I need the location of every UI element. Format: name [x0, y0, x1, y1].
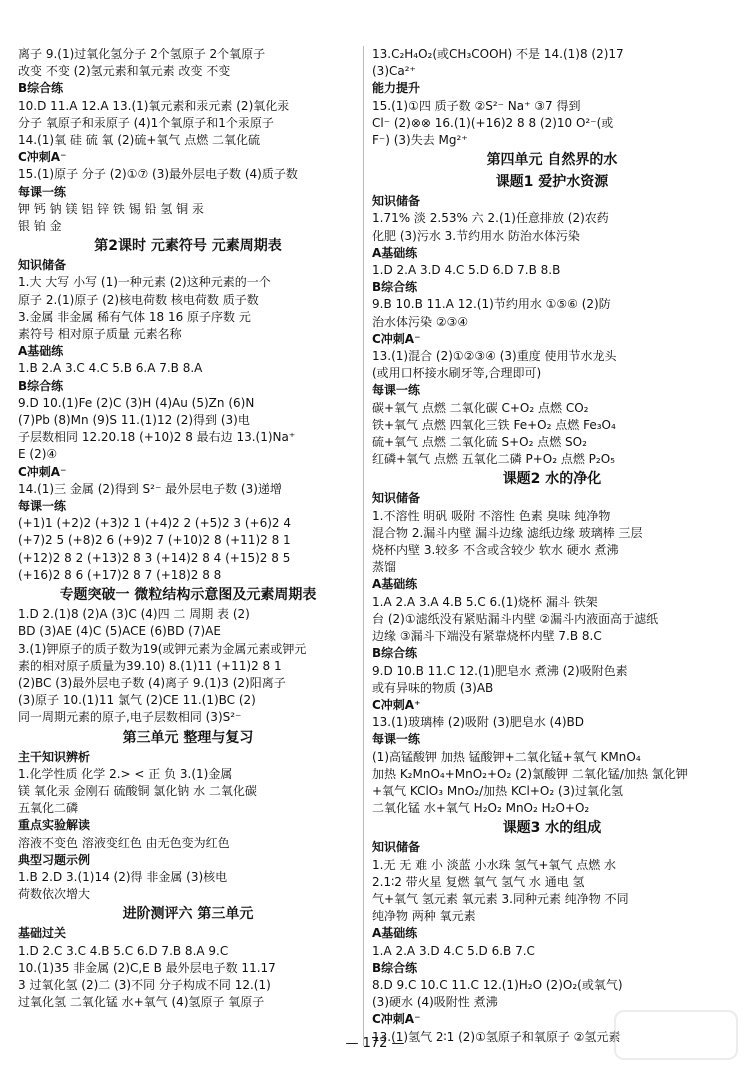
subsection-label: A基础练 — [372, 577, 418, 592]
answer-line: 烧杯内壁 3.较多 不含或含较少 软水 硬水 煮沸 — [372, 543, 619, 558]
answer-line: 2.1∶2 带火星 复燃 氧气 氢气 水 通电 氢 — [372, 874, 585, 889]
answer-line: 原子 2.(1)原子 (2)核电荷数 核电荷数 质子数 — [18, 292, 259, 307]
answer-line: 荷数依次增大 — [18, 887, 91, 902]
answer-line: (+1)1 (+2)2 (+3)2 1 (+4)2 2 (+5)2 3 (+6)2 4 — [18, 516, 291, 531]
subsection-label: 每课一练 — [18, 499, 67, 514]
section-heading: 第三单元 整理与复习 — [122, 729, 254, 746]
subsection-label: 知识储备 — [372, 491, 421, 506]
subsection-label: A基础练 — [372, 926, 418, 941]
answer-line: 红磷+氧气 点燃 五氧化二磷 P+O₂ 点燃 P₂O₅ — [372, 452, 615, 467]
subsection-label: 能力提升 — [372, 81, 421, 96]
answer-line: 9.D 10.B 11.C 12.(1)肥皂水 煮沸 (2)吸附色素 — [372, 663, 628, 678]
subsection-label: 重点实验解读 — [18, 818, 91, 833]
watermark-stamp — [614, 1010, 738, 1060]
answer-line: 3.金属 非金属 稀有气体 18 16 原子序数 元 — [18, 309, 251, 324]
subsection-label: C冲刺A⁻ — [18, 464, 67, 479]
answer-line: 1.71% 淡 2.53% 六 2.(1)任意排放 (2)农药 — [372, 211, 609, 226]
answer-line: (或用口杯接水刷牙等,合理即可) — [372, 366, 542, 381]
answer-line: 五氧化二磷 — [18, 801, 79, 816]
subsection-label: A基础练 — [372, 245, 418, 260]
answer-line: 同一周期元素的原子,电子层数相同 (3)S²⁻ — [18, 710, 242, 725]
right-column — [372, 46, 732, 1046]
answer-line: 镁 氧化汞 金刚石 硫酸铜 氯化钠 水 二氧化碳 — [18, 783, 257, 798]
answer-line: 1.B 2.D 3.(1)14 (2)得 非金属 (3)核电 — [18, 869, 228, 884]
answer-line: 加热 K₂MnO₄+MnO₂+O₂ (2)氯酸钾 二氧化锰/加热 氯化钾 — [372, 766, 688, 781]
subsection-label: C冲刺A⁻ — [372, 1012, 421, 1027]
answer-line: 铁+氧气 点燃 四氧化三铁 Fe+O₂ 点燃 Fe₃O₄ — [372, 417, 616, 432]
answer-line: 10.(1)35 非金属 (2)C,E B 最外层电子数 11.17 — [18, 960, 276, 975]
answer-line: 1.B 2.A 3.C 4.C 5.B 6.A 7.B 8.A — [18, 361, 203, 376]
answer-line: (1)高锰酸钾 加热 锰酸钾+二氧化锰+氧气 KMnO₄ — [372, 749, 641, 764]
subsection-label: C冲刺A⁺ — [372, 697, 421, 712]
subsection-label: 知识储备 — [18, 258, 67, 273]
answer-line: 1.无 无 难 小 淡蓝 小水珠 氢气+氧气 点燃 水 — [372, 857, 617, 872]
subsection-label: 每课一练 — [372, 383, 421, 398]
answer-line: 9.D 10.(1)Fe (2)C (3)H (4)Au (5)Zn (6)N — [18, 395, 255, 410]
answer-line: 14.(1)三 金属 (2)得到 S²⁻ 最外层电子数 (3)递增 — [18, 481, 282, 496]
subsection-label: B综合练 — [372, 960, 418, 975]
section-heading: 进阶测评六 第三单元 — [122, 906, 254, 923]
answer-line: 1.D 2.A 3.D 4.C 5.D 6.D 7.B 8.B — [372, 263, 561, 278]
answer-line: (+12)2 8 2 (+13)2 8 3 (+14)2 8 4 (+15)2 8 5 — [18, 550, 291, 565]
answer-line: 化肥 (3)污水 3.节约用水 防治水体污染 — [372, 228, 580, 243]
subsection-label: B综合练 — [18, 378, 64, 393]
answer-line: 15.(1)①四 质子数 ②S²⁻ Na⁺ ③7 得到 — [372, 98, 581, 113]
subsection-label: 知识储备 — [372, 194, 421, 209]
answer-line: 1.D 2.(1)8 (2)A (3)C (4)四 二 周期 表 (2) — [18, 607, 250, 622]
answer-line: +氧气 KClO₃ MnO₂/加热 KCl+O₂ (3)过氧化氢 — [372, 783, 623, 798]
subsection-label: 知识储备 — [372, 840, 421, 855]
section-heading: 课题1 爱护水资源 — [495, 174, 609, 191]
answer-line: 离子 9.(1)过氧化氢分子 2个氢原子 2个氧原子 — [18, 47, 266, 61]
answer-line: 蒸馏 — [372, 560, 397, 575]
subsection-label: 基础过关 — [18, 926, 67, 941]
subsection-label: B综合练 — [372, 280, 418, 295]
answer-line: 13.(1)玻璃棒 (2)吸附 (3)肥皂水 (4)BD — [372, 715, 584, 730]
subsection-label: C冲刺A⁻ — [372, 331, 421, 346]
section-heading: 第四单元 自然界的水 — [486, 152, 618, 169]
answer-line: Cl⁻ (2)⊗⊗ 16.(1)(+16)2 8 8 (2)10 O²⁻(或 — [372, 115, 614, 130]
answer-line: 边缘 ③漏斗下端没有紧靠烧杯内壁 7.B 8.C — [372, 629, 602, 644]
answer-line: (+7)2 5 (+8)2 6 (+9)2 7 (+10)2 8 (+11)2 8 1 — [18, 533, 291, 548]
answer-line: 3.(1)钾原子的质子数为19(或钾元素为金属元素或钾元 — [18, 641, 307, 656]
answer-line: 混合物 2.漏斗内壁 漏斗边缘 滤纸边缘 玻璃棒 三层 — [372, 525, 643, 540]
answer-line: (+16)2 8 6 (+17)2 8 7 (+18)2 8 8 — [18, 567, 222, 582]
answer-line: 纯净物 两种 氧元素 — [372, 909, 476, 924]
answer-line: (7)Pb (8)Mn (9)S 11.(1)12 (2)得到 (3)电 — [18, 413, 250, 428]
subsection-label: B综合练 — [372, 646, 418, 661]
subsection-label: B综合练 — [18, 81, 64, 96]
answer-line: 气+氧气 氢元素 氧元素 3.同种元素 纯净物 不同 — [372, 891, 629, 906]
answer-line: (2)BC (3)最外层电子数 (4)离子 9.(1)3 (2)阳离子 — [18, 675, 286, 690]
answer-line: 8.D 9.C 10.C 11.C 12.(1)H₂O (2)O₂(或氧气) — [372, 977, 623, 992]
answer-line: F⁻) (3)失去 Mg²⁺ — [372, 133, 468, 148]
answer-line: 素符号 相对原子质量 元素名称 — [18, 327, 182, 342]
answer-line: 1.不溶性 明矾 吸附 不溶性 色素 臭味 纯净物 — [372, 508, 611, 523]
subsection-label: A基础练 — [18, 344, 64, 359]
answer-line: 溶液不变色 溶液变红色 由无色变为红色 — [18, 835, 230, 850]
answer-line: 15.(1)原子 分子 (2)①⑦ (3)最外层电子数 (4)质子数 — [18, 167, 298, 182]
section-heading: 第2课时 元素符号 元素周期表 — [94, 238, 282, 255]
answer-line: 10.D 11.A 12.A 13.(1)氧元素和汞元素 (2)氧化汞 — [18, 98, 290, 113]
answer-line: 1.A 2.A 3.A 4.B 5.C 6.(1)烧杯 漏斗 铁架 — [372, 594, 598, 609]
answer-line: 硫+氧气 点燃 二氧化硫 S+O₂ 点燃 SO₂ — [372, 435, 587, 450]
answer-line: 钾 钙 钠 镁 铝 锌 铁 锡 铅 氢 铜 汞 — [18, 201, 204, 216]
answer-line: (3)硬水 (4)吸附性 煮沸 — [372, 995, 498, 1010]
answer-line: (3)原子 10.(1)11 氯气 (2)CE 11.(1)BC (2) — [18, 693, 256, 708]
subsection-label: 每课一练 — [372, 732, 421, 747]
subsection-label: 主干知识辨析 — [18, 749, 91, 764]
answer-line: 碳+氧气 点燃 二氧化碳 C+O₂ 点燃 CO₂ — [372, 400, 589, 415]
answer-line: 或有异味的物质 (3)AB — [372, 680, 494, 695]
answer-line: 二氧化锰 水+氧气 H₂O₂ MnO₂ H₂O+O₂ — [372, 801, 590, 816]
answer-line: 素的相对原子质量为39.10) 8.(1)11 (+11)2 8 1 — [18, 658, 282, 673]
section-heading: 专题突破一 微粒结构示意图及元素周期表 — [59, 587, 317, 604]
answer-line: 13.(1)氢气 2∶1 (2)①氢原子和氧原子 ②氢元素 — [372, 1029, 621, 1044]
subsection-label: 典型习题示例 — [18, 852, 91, 867]
answer-line: 过氧化氢 二氧化锰 水+氧气 (4)氢原子 氧原子 — [18, 995, 265, 1010]
answer-line: BD (3)AE (4)C (5)ACE (6)BD (7)AE — [18, 624, 221, 639]
answer-line: 1.大 大写 小写 (1)一种元素 (2)这种元素的一个 — [18, 275, 271, 290]
answer-line: 子层数相同 12.20.18 (+10)2 8 最右边 13.(1)Na⁺ — [18, 430, 296, 445]
answer-line: 治水体污染 ②③④ — [372, 314, 469, 329]
answer-line: 台 (2)①滤纸没有紧贴漏斗内壁 ②漏斗内液面高于滤纸 — [372, 611, 659, 626]
answer-line: 1.A 2.A 3.D 4.C 5.D 6.B 7.C — [372, 943, 535, 958]
answer-line: 13.C₂H₄O₂(或CH₃COOH) 不是 14.(1)8 (2)17 — [372, 47, 624, 61]
page-number: — 172 — — [345, 1036, 405, 1051]
answer-line: 银 铂 金 — [18, 219, 62, 234]
subsection-label: C冲刺A⁻ — [18, 150, 67, 165]
answer-line: 14.(1)氧 硅 硫 氧 (2)硫+氧气 点燃 二氧化硫 — [18, 133, 261, 148]
answer-line: 3 过氧化氢 (2)二 (3)不同 分子构成不同 12.(1) — [18, 977, 271, 992]
answer-line: 9.B 10.B 11.A 12.(1)节约用水 ①⑤⑥ (2)防 — [372, 297, 611, 312]
section-heading: 课题2 水的净化 — [502, 471, 602, 488]
answer-line: 1.化学性质 化学 2.> < 正 负 3.(1)金属 — [18, 766, 233, 781]
subsection-label: 每课一练 — [18, 184, 67, 199]
answer-line: (3)Ca²⁺ — [372, 64, 416, 79]
answer-line: 13.(1)混合 (2)①②③④ (3)重度 使用节水龙头 — [372, 349, 617, 364]
answer-line: E (2)④ — [18, 447, 58, 462]
column-divider — [363, 46, 364, 1046]
left-column — [18, 46, 358, 1011]
section-heading: 课题3 水的组成 — [502, 820, 602, 837]
answer-line: 改变 不变 (2)氢元素和氧元素 改变 不变 — [18, 64, 231, 79]
answer-line: 分子 氧原子和汞原子 (4)1个氧原子和1个汞原子 — [18, 115, 274, 130]
answer-line: 1.D 2.C 3.C 4.B 5.C 6.D 7.B 8.A 9.C — [18, 943, 229, 958]
